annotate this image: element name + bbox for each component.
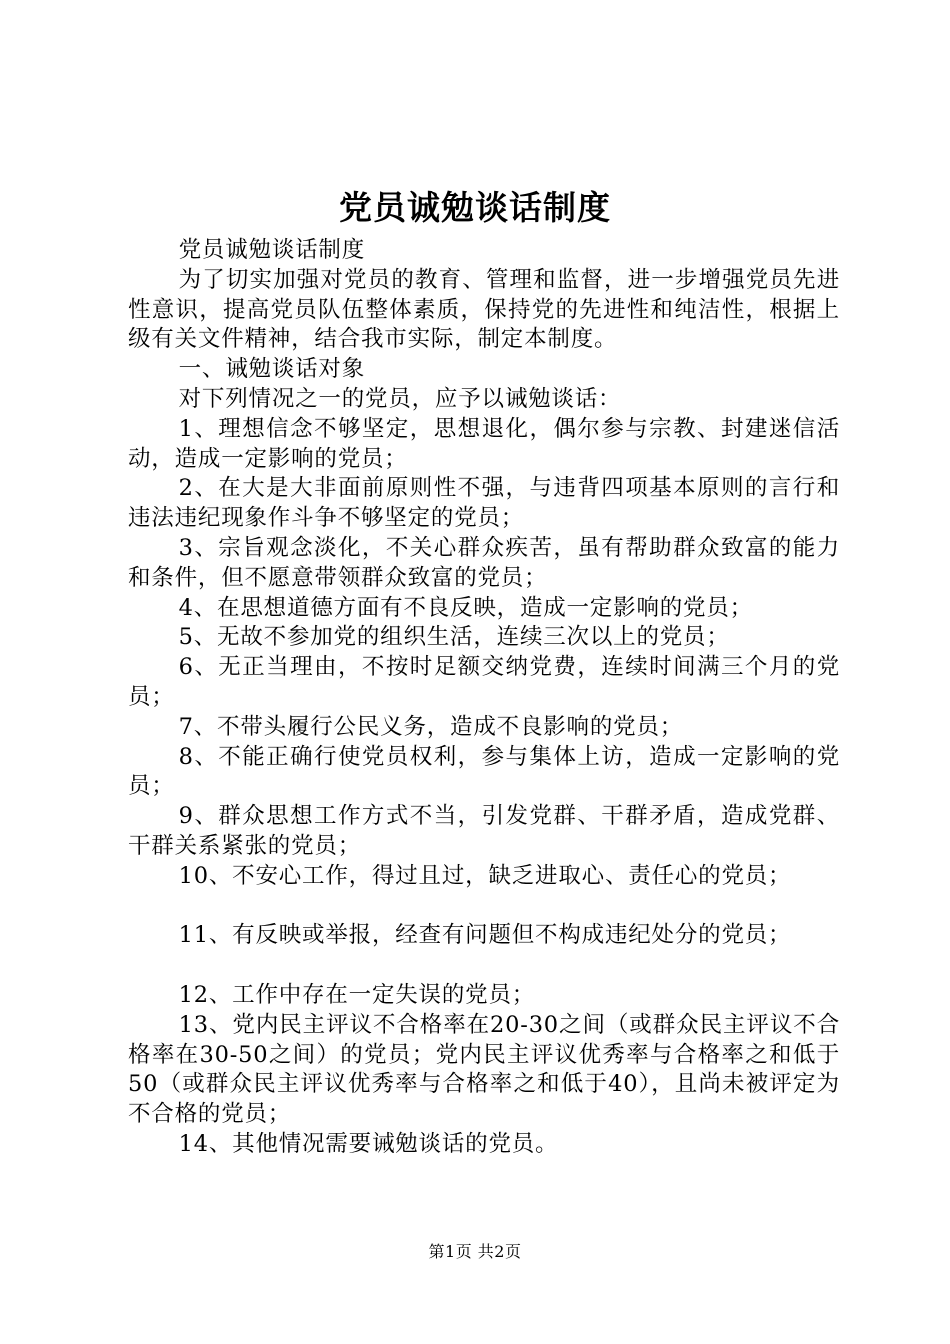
list-item-2: 2、在大是大非面前原则性不强，与违背四项基本原则的言行和违法违纪现象作斗争不够坚定的党员； (128, 475, 840, 532)
list-item-8: 8、不能正确行使党员权利，参与集体上访，造成一定影响的党员； (128, 743, 840, 800)
page-footer: 第1页 共2页 (428, 1242, 522, 1261)
list-item-12: 12、工作中存在一定失误的党员； (178, 981, 536, 1008)
paragraph-intro: 为了切实加强对党员的教育、管理和监督，进一步增强党员先进性意识，提高党员队伍整体素质，保持党的先进性和纯洁性，根据上级有关文件精神，结合我市实际，制定本制度。 (128, 266, 840, 353)
paragraph-subtitle: 党员诚勉谈话制度 (178, 237, 366, 263)
list-item-3: 3、宗旨观念淡化，不关心群众疾苦，虽有帮助群众致富的能力和条件，但不愿意带领群众致富的党员； (128, 534, 840, 591)
document-body (128, 236, 840, 1160)
paragraph-lead: 对下列情况之一的党员，应予以诫勉谈话： (178, 385, 622, 412)
blank-line (128, 892, 840, 922)
list-item-7: 7、不带头履行公民义务，造成不良影响的党员； (178, 713, 684, 740)
list-item-11: 11、有反映或举报，经查有问题但不构成违纪处分的党员； (178, 922, 792, 949)
section-heading: 一、诫勉谈话对象 (178, 356, 366, 383)
list-item-14: 14、其他情况需要诫勉谈话的党员。 (178, 1130, 559, 1157)
blank-line (128, 951, 840, 981)
list-item-9: 9、群众思想工作方式不当，引发党群、干群矛盾，造成党群、干群关系紧张的党员； (128, 803, 840, 859)
list-item-5: 5、无故不参加党的组织生活，连续三次以上的党员； (178, 624, 730, 651)
list-item-1: 1、理想信念不够坚定，思想退化，偶尔参与宗教、封建迷信活动，造成一定影响的党员； (128, 415, 840, 472)
document-title: 党员诚勉谈话制度 (339, 188, 611, 227)
list-item-6: 6、无正当理由，不按时足额交纳党费，连续时间满三个月的党员； (128, 654, 840, 710)
list-item-4: 4、在思想道德方面有不良反映，造成一定影响的党员； (178, 594, 753, 621)
list-item-10: 10、不安心工作，得过且过，缺乏进取心、责任心的党员； (178, 862, 792, 889)
list-item-13: 13、党内民主评议不合格率在20-30之间（或群众民主评议不合格率在30-50之间）的党员；党内民主评议优秀率与合格率之和低于50（或群众民主评议优秀率与合格率之和低于40），且尚未被评定为不合格的党员； (128, 1011, 840, 1128)
